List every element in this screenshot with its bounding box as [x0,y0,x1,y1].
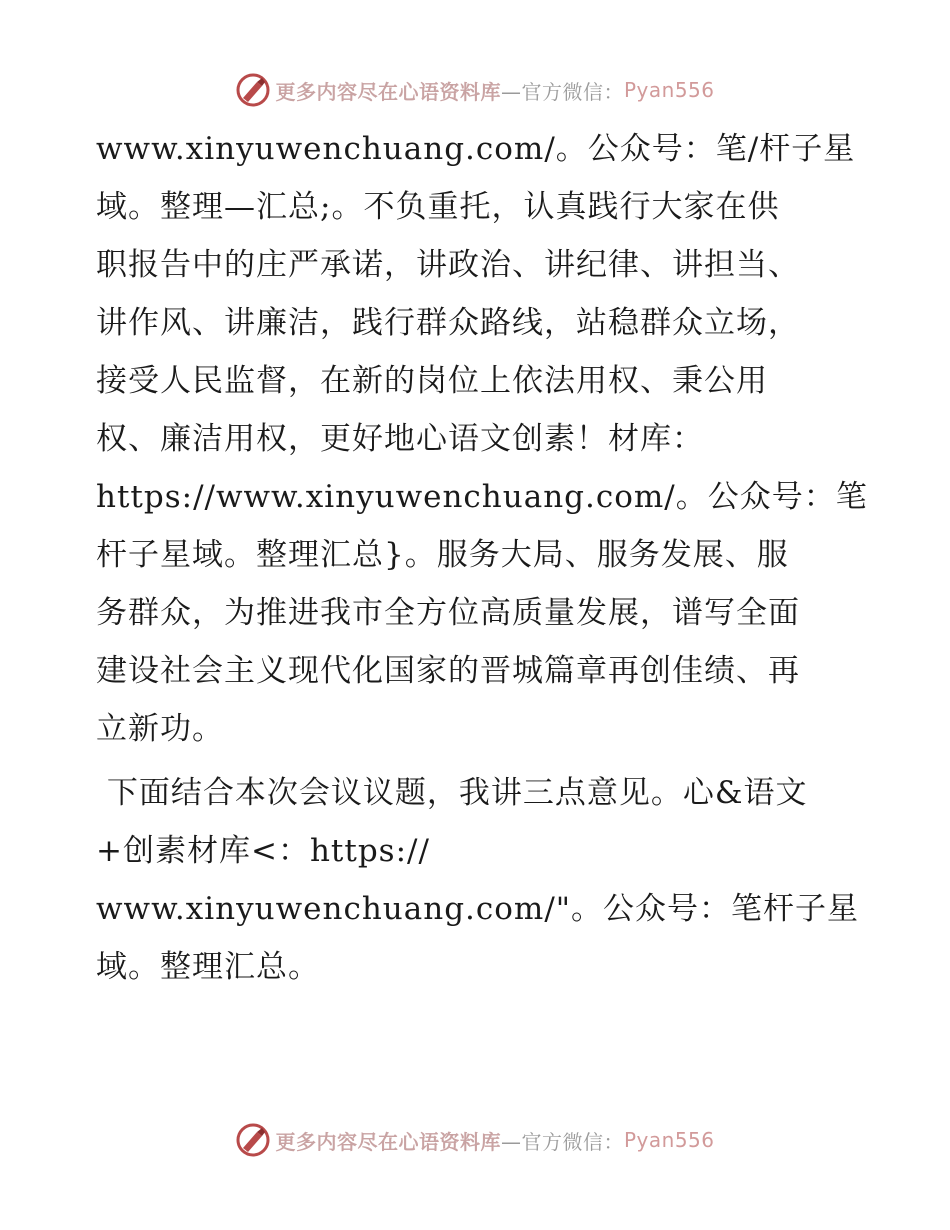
banner-text-wechat-label: —官方微信： [500,79,624,104]
text-line: 讲作风、讲廉洁，践行群众路线，站稳群众立场， [96,305,800,341]
banner-text-main: 更多内容尽在心语资料库 [275,79,501,104]
banner-text-main: 更多内容尽在心语资料库 [275,1129,501,1154]
banner-text-wechat-label: —官方微信： [500,1129,624,1154]
document-body [96,120,866,996]
pen-logo-icon [235,1122,271,1158]
text-line: 务群众，为推进我市全方位高质量发展，谱写全面 [96,595,800,631]
text-line: 下面结合本次会议议题，我讲三点意见。心&语文 [96,775,808,811]
paragraph-2 [96,764,866,996]
text-line: 职报告中的庄严承诺，讲政治、讲纪律、讲担当、 [96,247,800,283]
text-line: 杆子星域。整理汇总}。服务大局、服务发展、服 [96,537,789,573]
text-line: www.xinyuwenchuang.com/。公众号：笔/杆子星 [96,131,856,167]
text-line: https://www.xinyuwenchuang.com/。公众号：笔 [96,479,868,515]
banner-text-wechat-id: Pyan556 [623,1128,715,1152]
banner-text-wechat-id: Pyan556 [623,78,715,102]
pen-logo-icon [235,72,271,108]
text-line: 建设社会主义现代化国家的晋城篇章再创佳绩、再 [96,653,800,689]
paragraph-1 [96,120,866,758]
text-line: 权、廉洁用权，更好地心语文创素！材库： [96,421,704,457]
text-line: +创素材库<：https:// [96,833,430,869]
footer-banner [0,1120,950,1160]
text-line: 立新功。 [96,711,224,747]
text-line: 域。整理汇总。 [96,949,320,985]
text-line: 域。整理—汇总;。不负重托，认真践行大家在供 [96,189,780,225]
header-banner [0,70,950,110]
text-line: 接受人民监督，在新的岗位上依法用权、秉公用 [96,363,768,399]
text-line: www.xinyuwenchuang.com/"。公众号：笔杆子星 [96,891,860,927]
